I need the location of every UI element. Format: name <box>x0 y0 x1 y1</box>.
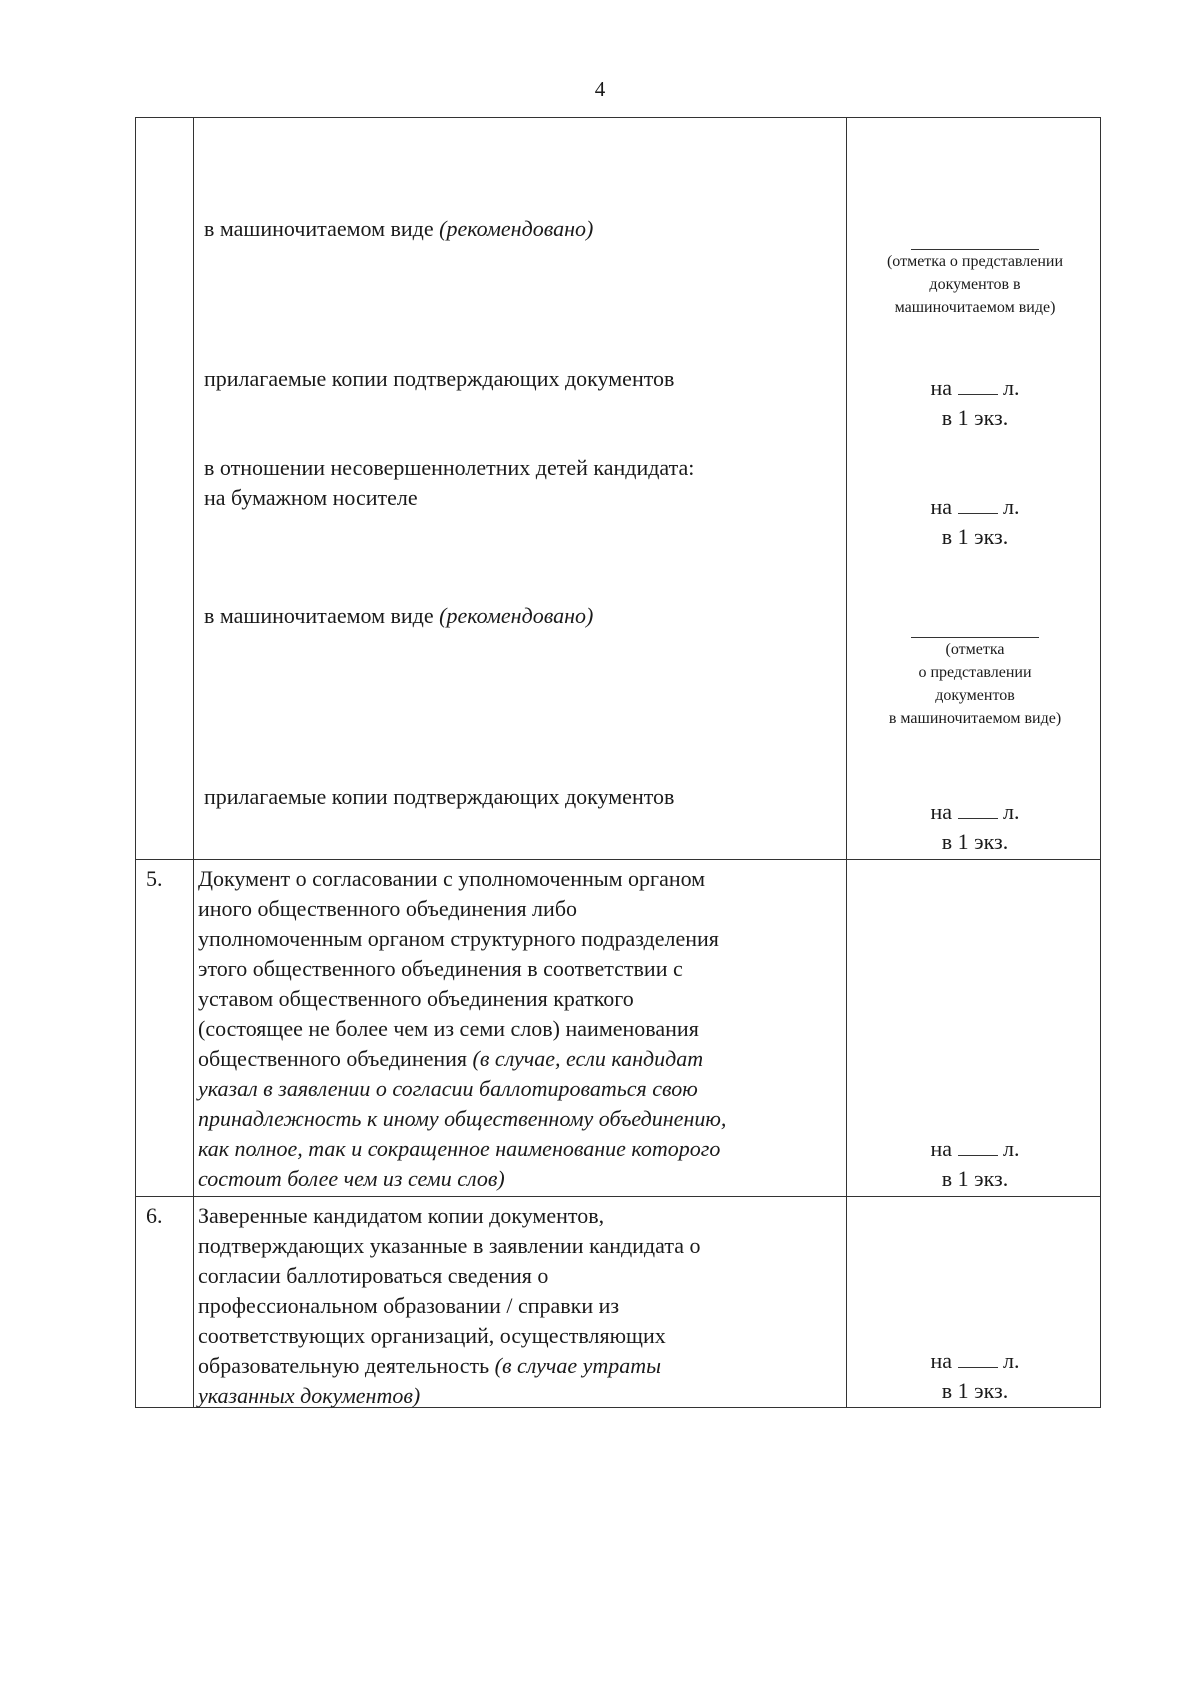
row-divider-6 <box>136 1196 1100 1197</box>
row-number-5: 5. <box>146 866 163 891</box>
machine-readable-mark-2: (отметка о представлении документов в машиночитаемом виде) <box>848 637 1102 730</box>
column-divider-number <box>193 118 194 1407</box>
section-attached-copies-1: прилагаемые копии подтверждающих документов <box>204 366 675 391</box>
sheets-count-row-6: на л. в 1 экз. <box>930 1348 1020 1403</box>
section-attached-copies-2: прилагаемые копии подтверждающих документов <box>204 784 675 809</box>
page-number: 4 <box>594 77 606 101</box>
row-5-description: Документ о согласовании с уполномоченным органом иного общественного объединения либо уполномоченным органом структурного подразделения этого общественного объединения в соответствии с уставом общественного объединения краткого (состоящее не более чем из семи слов) наименования общественного объединения (в случае, если кандидат указал в заявлении о согласии баллотироваться свою принадлежность к иному общественному объединению, как полное, так и сокращенное наименование которого состоит более чем из семи слов) <box>198 866 727 1191</box>
row-6-description: Заверенные кандидатом копии документов, подтверждающих указанные в заявлении кандидата о согласии баллотироваться сведения о профессиональном образовании / справки из соответствующих организаций, осуществляющих образовательную деятельность (в случае утраты указанных документов) <box>198 1203 701 1408</box>
sheets-count-2: на л. в 1 экз. <box>930 494 1020 549</box>
section-machine-readable-1: в машиночитаемом виде (рекомендовано) <box>204 216 594 241</box>
column-divider-mark <box>846 118 847 1407</box>
machine-readable-mark-1: (отметка о представлении документов в машиночитаемом виде) <box>848 249 1102 319</box>
section-machine-readable-2: в машиночитаемом виде (рекомендовано) <box>204 603 594 628</box>
documents-table <box>135 117 1101 1408</box>
sheets-count-3: на л. в 1 экз. <box>930 799 1020 854</box>
sheets-count-row-5: на л. в 1 экз. <box>930 1136 1020 1191</box>
sheets-count-1: на л. в 1 экз. <box>930 375 1020 430</box>
section-minor-children: в отношении несовершеннолетних детей кандидата: на бумажном носителе <box>204 455 695 510</box>
row-number-6: 6. <box>146 1203 163 1228</box>
row-divider-5 <box>136 859 1100 860</box>
